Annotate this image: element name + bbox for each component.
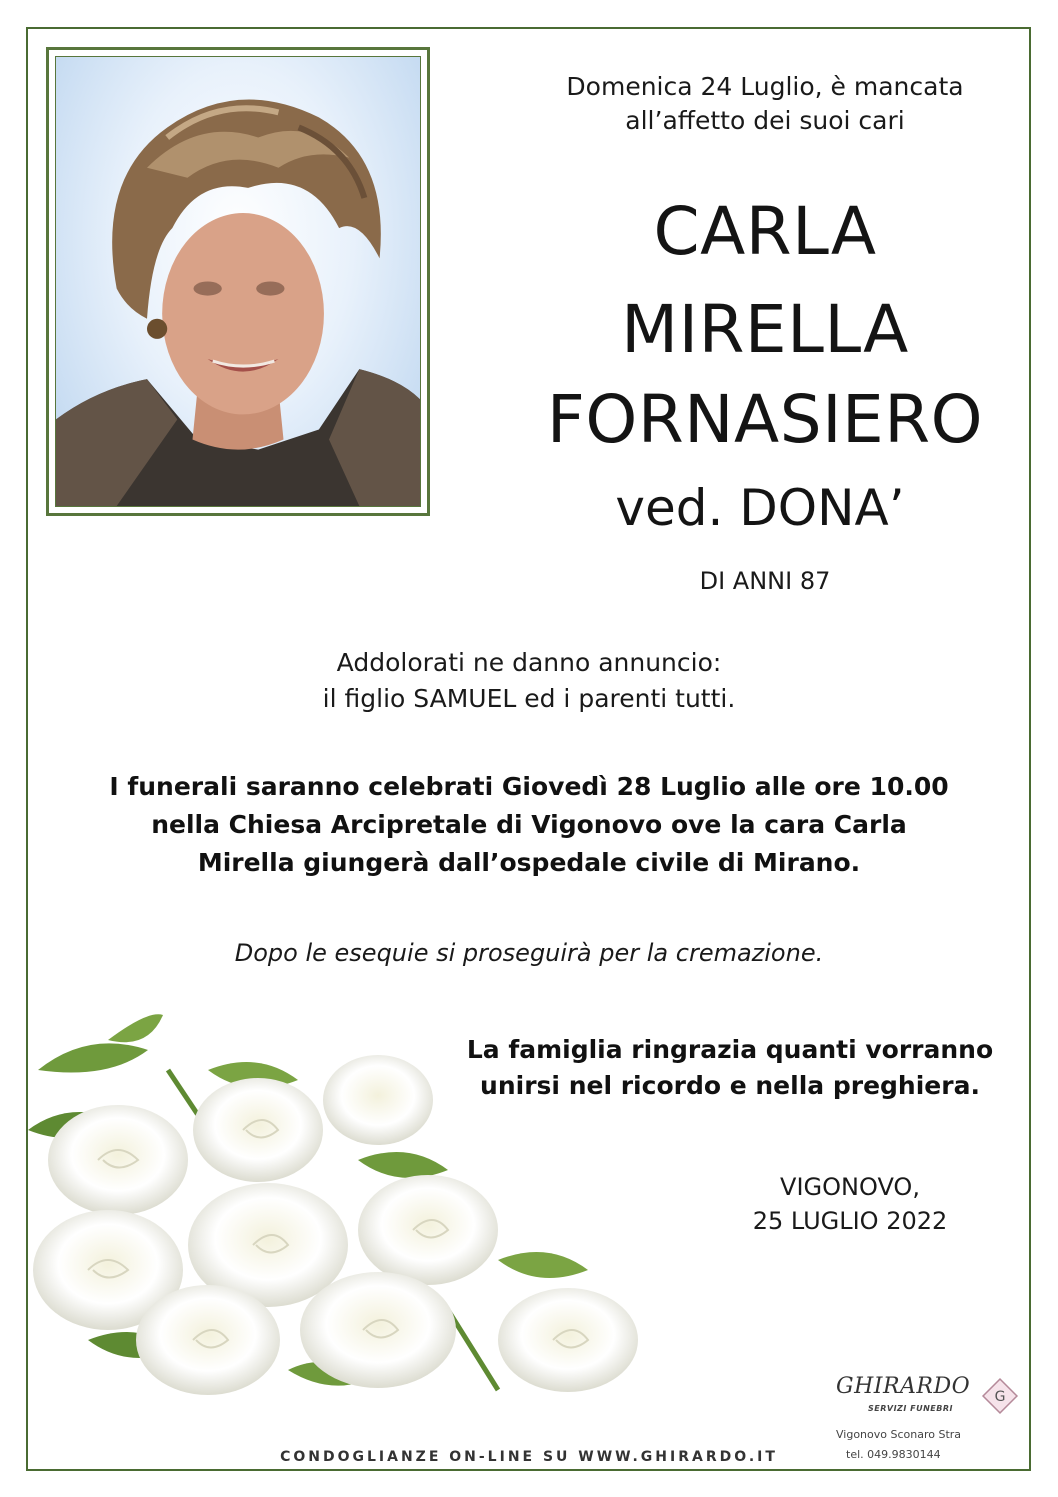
- logo-phone: tel. 049.9830144: [846, 1448, 941, 1461]
- deceased-surname: FORNASIERO: [546, 381, 984, 458]
- logo-name: GHIRARDO: [836, 1374, 971, 1399]
- announcers-line-1: Addolorati ne danno annuncio:: [336, 648, 722, 677]
- logo-subtitle: SERVIZI FUNEBRI: [868, 1404, 953, 1413]
- logo-towns: Vigonovo Sconaro Stra: [836, 1428, 962, 1441]
- date-text: 25 LUGLIO 2022: [752, 1207, 948, 1235]
- logo-diamond-icon: [980, 1376, 1020, 1416]
- intro-line-1: Domenica 24 Luglio, è mancata: [566, 72, 964, 101]
- place-date: [690, 1170, 1010, 1238]
- funeral-details: [0, 768, 1058, 882]
- condolences-footer: CONDOGLIANZE ON-LINE SU WWW.GHIRARDO.IT: [280, 1449, 778, 1465]
- portrait-photo: [55, 56, 421, 507]
- funeral-line-3: Mirella giungerà dall’ospedale civile di Mirano.: [197, 848, 861, 877]
- announcers-line-2: il figlio SAMUEL ed i parenti tutti.: [322, 684, 736, 713]
- thanks-text: [440, 1032, 1020, 1104]
- cremation-note: Dopo le esequie si proseguirà per la cremazione.: [234, 939, 824, 967]
- widow-of: ved. DONA’: [615, 479, 905, 537]
- intro-line-2: all’affetto dei suoi cari: [625, 106, 905, 135]
- thanks-line-2: unirsi nel ricordo e nella preghiera.: [480, 1071, 980, 1100]
- intro-text: [500, 70, 1030, 138]
- funeral-line-2: nella Chiesa Arcipretale di Vigonovo ove la cara Carla: [151, 810, 907, 839]
- portrait-frame: [46, 47, 430, 516]
- announcers-text: [0, 645, 1058, 717]
- logo-mark-letter: G: [994, 1389, 1006, 1405]
- age-text: DI ANNI 87: [699, 567, 831, 595]
- thanks-line-1: La famiglia ringrazia quanti vorranno: [466, 1035, 994, 1064]
- deceased-second-name: MIRELLA: [621, 291, 909, 368]
- place-text: VIGONOVO,: [780, 1173, 920, 1201]
- deceased-first-name: CARLA: [653, 193, 877, 270]
- portrait-illustration: [56, 57, 420, 506]
- funeral-line-1: I funerali saranno celebrati Giovedì 28 Luglio alle ore 10.00: [109, 772, 949, 801]
